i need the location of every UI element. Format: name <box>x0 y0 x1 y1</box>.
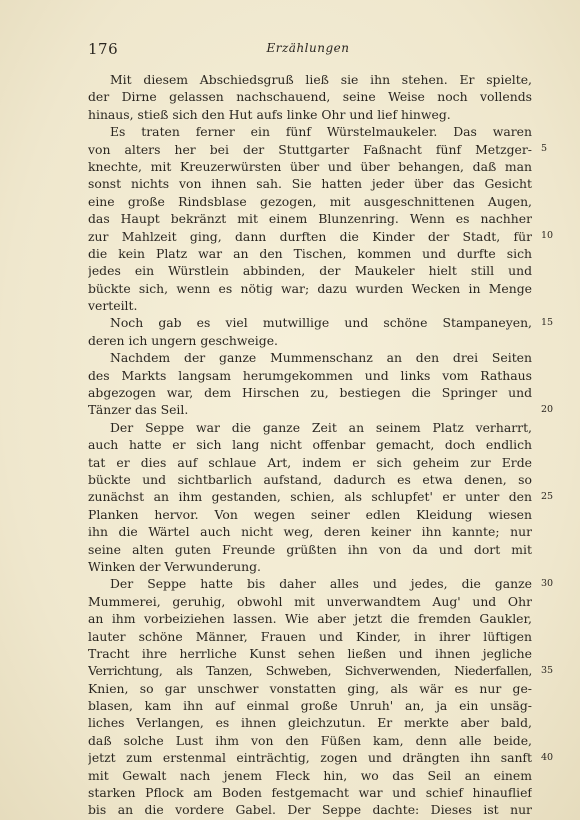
text-line: tat er dies auf schlaue Art, indem er sich geheim zur Erde <box>88 454 532 470</box>
text-line: Tracht ihre herrliche Kunst sehen ließen und ihnen jegliche <box>88 645 532 661</box>
text-line: jedes ein Würstlein abbinden, der Maukeler hielt still und <box>88 263 532 279</box>
text-line: mit Gewalt nach jenem Fleck hin, wo das Seil an einem <box>88 767 532 783</box>
line-number-marker: 40 <box>541 751 554 763</box>
text-line: jetzt zum erstenmal einträchtig, zogen und drängten ihn sanft <box>88 750 532 766</box>
text-line: Knien, so gar unschwer vonstatten ging, als wär es nur ge- <box>88 680 532 696</box>
text-line: lauter schöne Männer, Frauen und Kinder, in ihrer lüftigen <box>88 628 532 644</box>
text-line: ihn die Wärtel auch nicht weg, deren keiner ihn kannte; nur <box>88 524 532 540</box>
text-line: bis an die vordere Gabel. Der Seppe dachte: Dieses ist nur <box>88 802 532 818</box>
line-number-marker: 10 <box>541 229 554 241</box>
text-line: bückte und sichtbarlich aufstand, dadurch es etwa denen, so <box>88 471 532 487</box>
text-line: die kein Platz war an den Tischen, kommen und durfte sich <box>88 245 532 261</box>
text-line: Verrichtung, als Tanzen, Schweben, Sichverwenden, Niederfallen, <box>88 663 532 679</box>
text-line: verteilt. <box>88 298 138 314</box>
text-line: Mit diesem Abschiedsgruß ließ sie ihn stehen. Er spielte, <box>110 72 532 87</box>
text-line: bückte sich, wenn es nötig war; dazu wurden Wecken in Menge <box>88 280 532 296</box>
text-line: Es traten ferner ein fünf Würstelmaukeler. Das waren <box>110 124 532 140</box>
text-line: des Markts langsam herumgekommen und links vom Rathaus <box>88 367 532 383</box>
text-line: von alters her bei der Stuttgarter Faßnacht fünf Metzger- <box>88 141 532 157</box>
text-line: auch hatte er sich lang nicht offenbar gemacht, doch endlich <box>88 437 532 453</box>
text-line: Nachdem der ganze Mummenschanz an den drei Seiten <box>110 350 532 366</box>
text-line: zunächst an ihm gestanden, schien, als schlupfet' er unter den <box>88 489 532 505</box>
text-line: starken Pflock am Boden festgemacht war und schief hinauflief <box>88 785 532 801</box>
text-line: Tänzer das Seil. <box>88 402 189 418</box>
text-line: liches Verlangen, es ihnen gleichzutun. Er merkte aber bald, <box>88 715 532 731</box>
text-line: sonst nichts von ihnen sah. Sie hatten jeder über das Gesicht <box>88 176 532 192</box>
text-line: Planken hervor. Von wegen seiner edlen Kleidung wiesen <box>88 506 532 522</box>
line-number-marker: 30 <box>541 577 554 589</box>
text-line: das Haupt bekränzt mit einem Blunzenring. Wenn es nachher <box>88 211 532 227</box>
text-line: knechte, mit Kreuzerwürsten über und über behangen, daß man <box>88 158 532 174</box>
line-number-marker: 5 <box>541 142 548 154</box>
text-line: deren ich ungern geschweige. <box>88 332 278 348</box>
line-number-marker: 35 <box>541 664 554 676</box>
text-line: an ihm vorbeiziehen lassen. Wie aber jetzt die fremden Gaukler, <box>88 611 532 627</box>
text-line: daß solche Lust ihm von den Füßen kam, denn alle beide, <box>88 732 532 748</box>
text-line: eine große Rindsblase gezogen, mit ausgeschnittenen Augen, <box>88 193 532 209</box>
text-line: zur Mahlzeit ging, dann durften die Kinder der Stadt, für <box>88 228 532 244</box>
text-line: blasen, kam ihn auf einmal große Unruh' an, ja ein unsäg- <box>88 698 532 714</box>
text-line: Der Seppe war die ganze Zeit an seinem Platz verharrt, <box>110 419 532 435</box>
page-number: 176 <box>88 40 119 58</box>
line-number-marker: 15 <box>541 316 554 328</box>
text-line: abgezogen war, dem Hirschen zu, bestiegen die Springer und <box>88 385 532 401</box>
text-line: Mummerei, geruhig, obwohl mit unverwandtem Aug' und Ohr <box>88 593 532 609</box>
text-line: Der Seppe hatte bis daher alles und jedes, die ganze <box>110 576 532 592</box>
running-title: Erzählungen <box>266 41 350 55</box>
page-header <box>88 40 528 58</box>
line-number-marker: 25 <box>541 490 554 502</box>
text-line: Winken der Verwunderung. <box>88 558 261 574</box>
body-text <box>88 71 532 819</box>
line-number-marker: 20 <box>541 403 554 415</box>
text-line: hinaus, stieß sich den Hut aufs linke Ohr und lief hinweg. <box>88 106 451 122</box>
text-line: Noch gab es viel mutwillige und schöne Stampaneyen, <box>110 315 532 331</box>
text-line: seine alten guten Freunde grüßten ihn von da und dort mit <box>88 541 532 557</box>
text-line: der Dirne gelassen nachschauend, seine Weise noch vollends <box>88 89 532 105</box>
